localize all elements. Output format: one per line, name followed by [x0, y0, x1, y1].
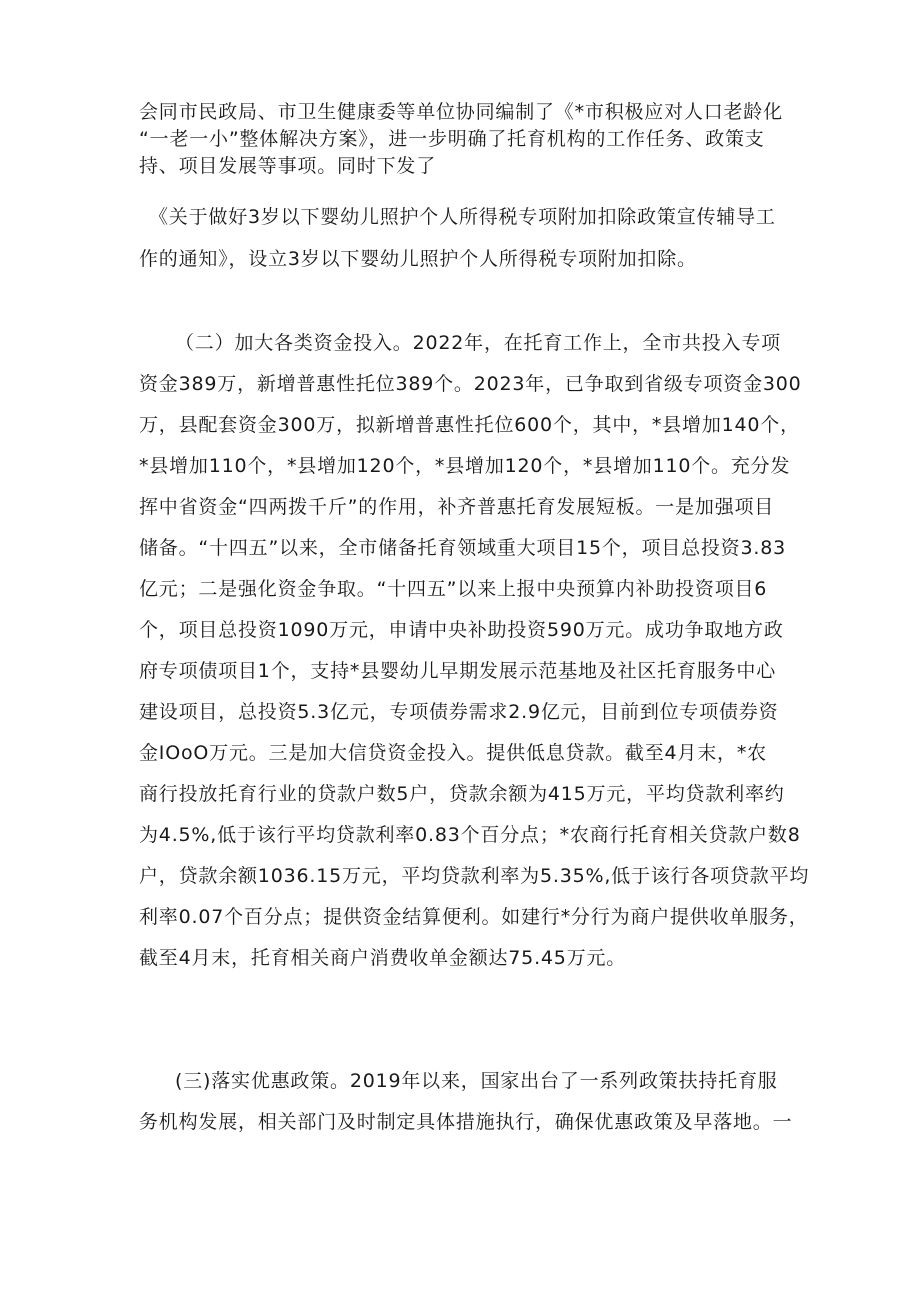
- paragraph-line: 万，县配套资金300万，拟新增普惠性托位600个，其中，*县增加140个，: [139, 414, 800, 436]
- paragraph-line: 金IOoO万元。三是加大信贷资金投入。提供低息贷款。截至4月末，*农: [139, 742, 767, 764]
- paragraph-line: 截至4月末，托育相关商户消费收单金额达75.45万元。: [139, 947, 627, 969]
- paragraph-line: 亿元；二是强化资金争取。“十四五”以来上报中央预算内补助投资项目6: [139, 578, 768, 600]
- paragraph-line: 作的通知》，设立3岁以下婴幼儿照护个人所得税专项附加扣除。: [139, 248, 697, 270]
- paragraph-line: 为4.5%,低于该行平均贷款利率0.83个百分点；*农商行托育相关贷款户数8: [139, 824, 801, 846]
- paragraph-line: 府专项债项目1个，支持*县婴幼儿早期发展示范基地及社区托育服务中心: [139, 660, 776, 682]
- paragraph-line: 资金389万，新增普惠性托位389个。2023年，已争取到省级专项资金300: [139, 373, 802, 395]
- paragraph-line: 户，贷款余额1036.15万元，平均贷款利率为5.35%,低于该行各项贷款平均: [139, 865, 810, 887]
- paragraph-line: *县增加110个，*县增加120个，*县增加120个，*县增加110个。充分发: [139, 455, 791, 477]
- paragraph-line: 建设项目，总投资5.3亿元，专项债券需求2.9亿元，目前到位专项债券资: [139, 701, 779, 723]
- paragraph-line: 利率0.07个百分点；提供资金结算便利。如建行*分行为商户提供收单服务，: [139, 906, 809, 928]
- paragraph-line: “一老一小”整体解决方案》，进一步明确了托育机构的工作任务、政策支: [139, 128, 765, 150]
- paragraph-line: 持、项目发展等事项。同时下发了: [139, 155, 437, 177]
- paragraph-line: 个，项目总投资1090万元，申请中央补助投资590万元。成功争取地方政: [139, 619, 784, 641]
- paragraph-line: 商行投放托育行业的贷款户数5户，贷款余额为415万元，平均贷款利率约: [139, 783, 785, 805]
- paragraph-line: 会同市民政局、市卫生健康委等单位协同编制了《*市积极应对人口老龄化: [139, 101, 783, 123]
- paragraph-line: 挥中省资金“四两拨千斤”的作用，补齐普惠托育发展短板。一是加强项目: [139, 496, 775, 518]
- paragraph-line: 《关于做好3岁以下婴幼儿照护个人所得税专项附加扣除政策宣传辅导工: [149, 206, 776, 228]
- paragraph-line: 储备。“十四五”以来，全市储备托育领域重大项目15个，项目总投资3.83: [139, 537, 786, 559]
- paragraph-line: 务机构发展，相关部门及时制定具体措施执行，确保优惠政策及早落地。一: [139, 1111, 793, 1133]
- section-heading-line: (三)落实优惠政策。2019年以来，国家出台了一系列政策扶持托育服: [175, 1070, 778, 1092]
- section-heading-line: （二）加大各类资金投入。2022年，在托育工作上，全市共投入专项: [175, 332, 781, 354]
